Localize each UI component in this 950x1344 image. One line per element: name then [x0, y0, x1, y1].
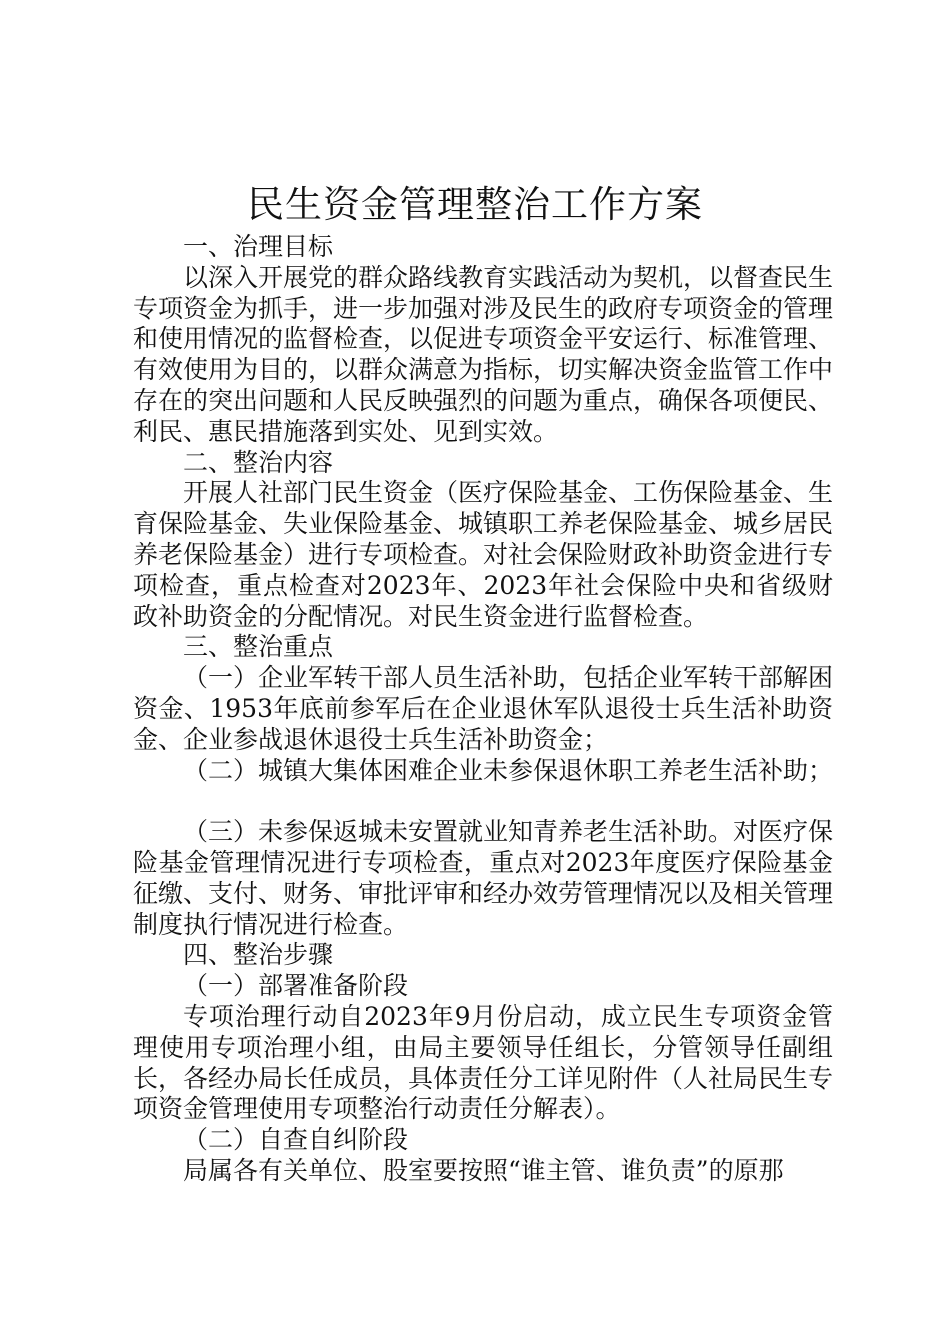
paragraph-focus-item-3: （三）未参保返城未安置就业知青养老生活补助。对医疗保险基金管理情况进行专项检查，重点对2023年度医疗保险基金征缴、支付、财务、审批评审和经办效劳管理情况以及相关管理制度执行情况进行检查。 — [133, 817, 834, 939]
paragraph-preparation: 专项治理行动自2023年9月份启动，成立民生专项资金管理使用专项治理小组，由局主要领导任组长，分管领导任副组长，各经办局长任成员，具体责任分工详见附件（人社局民生专项资金管理使用专项整治行动责任分解表）。 — [133, 1001, 834, 1124]
document-title: 民生资金管理整治工作方案 — [247, 183, 703, 226]
paragraph-goal: 以深入开展党的群众路线教育实践活动为契机，以督查民生专项资金为抓手，进一步加强对涉及民生的政府专项资金的管理和使用情况的监督检查，以促进专项资金平安运行、标准管理、有效使用为目的，以群众满意为指标，切实解决资金监管工作中存在的突出问题和人民反映强烈的问题为重点，确保各项便民、利民、惠民措施落到实处、见到实效。 — [133, 262, 834, 446]
step-heading-preparation: （一）部署准备阶段 — [183, 971, 409, 1001]
section-heading-content: 二、整治内容 — [183, 447, 334, 477]
document-body — [133, 232, 833, 1187]
step-heading-self-check: （二）自查自纠阶段 — [183, 1125, 409, 1155]
section-heading-focus: 三、整治重点 — [183, 632, 334, 662]
blank-line — [133, 786, 833, 817]
paragraph-self-check: 局属各有关单位、股室要按照“谁主管、谁负责”的原那 — [183, 1155, 784, 1185]
paragraph-content: 开展人社部门民生资金（医疗保险基金、工伤保险基金、生育保险基金、失业保险基金、城镇职工养老保险基金、城乡居民养老保险基金）进行专项检查。对社会保险财政补助资金进行专项检查，重点检查对2023年、2023年社会保险中央和省级财政补助资金的分配情况。对民生资金进行监督检查。 — [133, 478, 834, 631]
paragraph-focus-item-2: （二）城镇大集体困难企业未参保退休职工养老生活补助； — [183, 755, 834, 785]
section-heading-steps: 四、整治步骤 — [183, 940, 334, 970]
section-heading-goal: 一、治理目标 — [183, 232, 334, 261]
paragraph-focus-item-1: （一）企业军转干部人员生活补助，包括企业军转干部解困资金、1953年底前参军后在企业退休军队退役士兵生活补助资金、企业参战退休退役士兵生活补助资金； — [133, 663, 834, 754]
